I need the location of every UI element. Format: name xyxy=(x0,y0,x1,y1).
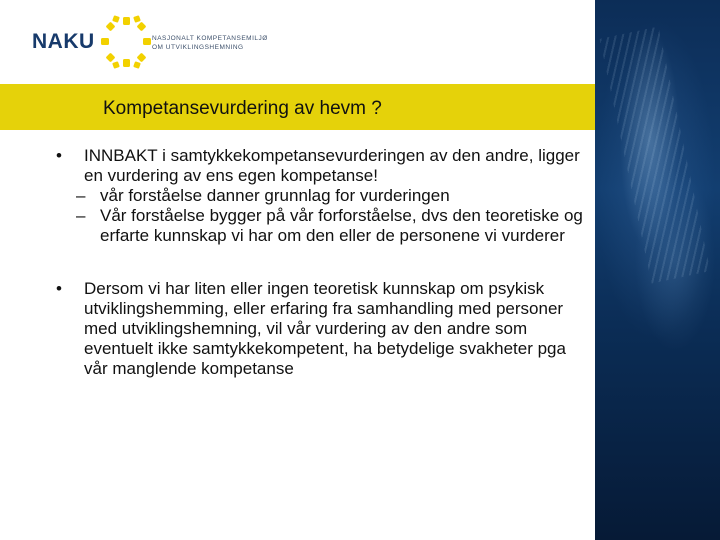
logo-brand-text: NAKU xyxy=(32,30,95,53)
logo-subtitle-line-1: NASJONALT KOMPETANSEMILJØ xyxy=(152,35,268,42)
slide-content xyxy=(52,146,592,379)
bullet-marker: • xyxy=(56,146,62,165)
sub-bullet-text: Vår forståelse bygger på vår forforståelse, dvs den teoretiske og erfarte kunnskap vi har om den eller de personene vi vurderer xyxy=(100,206,583,245)
logo-subtitle xyxy=(152,34,268,52)
sub-bullet-text: vår forståelse danner grunnlag for vurderingen xyxy=(100,186,450,205)
paragraph-spacer xyxy=(52,246,592,279)
bullet-text: INNBAKT i samtykkekompetansevurderingen av den andre, ligger en vurdering av ens egen kompetanse! xyxy=(84,146,580,185)
dash-marker: – xyxy=(76,186,86,205)
bullet-marker: • xyxy=(56,279,62,298)
logo-subtitle-line-2: OM UTVIKLINGSHEMNING xyxy=(152,44,244,51)
logo-sun-icon xyxy=(98,14,154,70)
sub-bullet-item xyxy=(52,206,592,246)
sub-bullet-item xyxy=(52,186,592,206)
dash-marker: – xyxy=(76,206,86,225)
naku-logo xyxy=(30,14,270,72)
bullet-item xyxy=(52,146,592,186)
bullet-text: Dersom vi har liten eller ingen teoretisk kunnskap om psykisk utviklingshemming, eller erfaring fra samhandling med personer med utviklingshemning, vil vår vurdering av den andre som eventuelt ikke samtykkekompetent, ha betydelige svakheter pga vår manglende kompetanse xyxy=(84,279,566,378)
light-streak-decoration xyxy=(600,26,711,283)
bullet-item xyxy=(52,279,592,379)
decorative-side-panel xyxy=(595,0,720,540)
slide-title: Kompetansevurdering av hevm ? xyxy=(103,98,382,119)
